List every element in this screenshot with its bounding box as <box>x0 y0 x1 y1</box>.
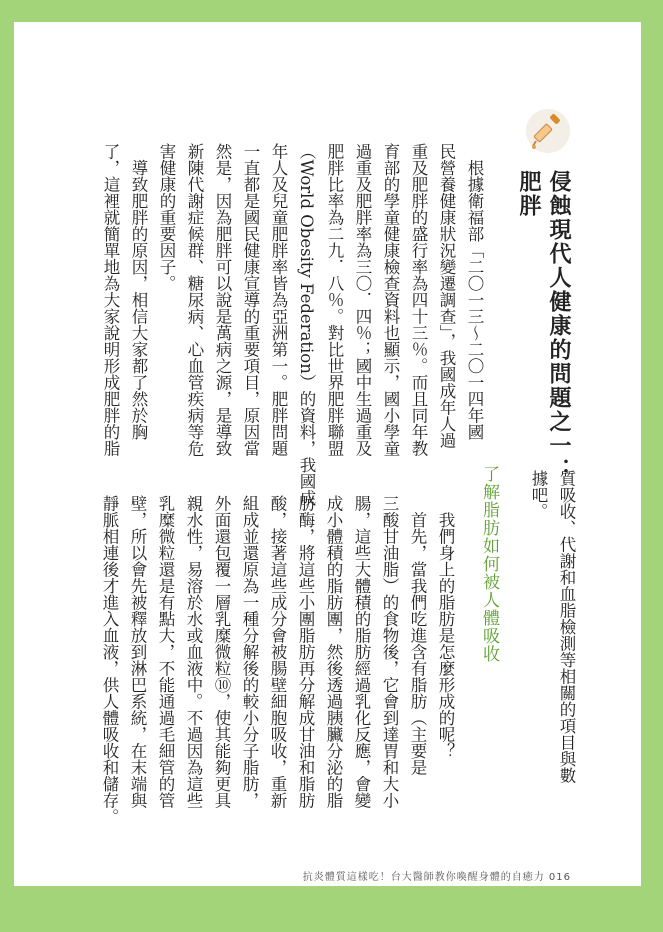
paragraph-line: 害健康的重要因子。 <box>157 143 176 292</box>
paragraph-line: 過重及肥胖率為三〇．四％；國中生過重及 <box>353 143 372 457</box>
paragraph-line: 肪酶，將這些小團脂肪再分解成甘油和脂肪 <box>296 495 315 809</box>
body-text-left-before <box>524 470 580 784</box>
paragraph-line: 育部的學童健康檢查資料也顯示，國小學童 <box>381 143 400 457</box>
paragraph-line: 組成並還原為一種分解後的較小分子脂肪， <box>240 495 259 809</box>
paragraph-line: 據吧。 <box>529 470 548 520</box>
title-line-1: 侵蝕現代人健康的問題之一： <box>546 170 571 482</box>
paragraph-line: （World Obesity Federation）的資料，我國成 <box>297 143 316 506</box>
page-footer: 抗炎體質這樣吃！台大醫師教你喚醒身體的自癒力 016 <box>302 872 571 883</box>
paragraph-line: 然是，因為肥胖可以說是萬病之源，是導致 <box>213 143 232 457</box>
paragraph-line: 成小體積的脂肪團，然後透過胰臟分泌的脂 <box>324 495 343 809</box>
body-text-right <box>96 143 488 506</box>
paragraph-line: 新陳代謝症候群、糖尿病、心血管疾病等危 <box>185 143 204 457</box>
title-line-2: 肥胖 <box>516 170 541 218</box>
paragraph-line: 肥胖比率為二九．八％。對比世界肥胖聯盟 <box>325 143 344 457</box>
paragraph-line: 質吸收、代謝和血脂檢測等相關的項目與數 <box>557 470 576 784</box>
page-title <box>513 170 573 482</box>
paragraph-line: 了，這裡就簡單地為大家說明形成肥胖的脂 <box>101 143 120 457</box>
paragraph-line: 酸，接著這些成分會被腸壁細胞吸收，重新 <box>268 495 287 809</box>
paragraph-line: 靜脈相連後才進入血液，供人體吸收和儲存。 <box>100 495 119 825</box>
paragraph-line: 腸，這些大體積的脂肪經過乳化反應，會變 <box>352 495 371 809</box>
paragraph-line: 年人及兒童肥胖率皆為亞洲第一。肥胖問題 <box>269 143 288 457</box>
bottom-border <box>0 886 663 932</box>
paragraph-line: 親水性，易溶於水或血液中。不過因為這些 <box>184 495 203 809</box>
paragraph-line: 根據衛福部「二〇一三～二〇一四年國 <box>465 143 484 440</box>
paragraph-line: 三酸甘油脂）的食物後，它會到達胃和大小 <box>380 495 399 809</box>
paragraph-line: 重及肥胖的盛行率為四十三％。而且同年教 <box>409 143 428 457</box>
section-heading: 了解脂肪如何被人體吸收 <box>479 465 499 663</box>
paragraph-line: 我們身上的脂肪是怎麼形成的呢？ <box>436 495 455 759</box>
top-border <box>0 0 663 22</box>
paragraph-line: 首先，當我們吃進含有脂肪（主要是 <box>408 495 427 776</box>
paragraph-line: 一直都是國民健康宣導的重要項目，原因當 <box>241 143 260 457</box>
paragraph-line: 民營養健康狀況變遷調查」，我國成年人過 <box>437 143 456 449</box>
paragraph-line: 壁，所以會先被釋放到淋巴系統，在末端與 <box>128 495 147 809</box>
paragraph-line: 乳糜微粒還是有點大，不能通過毛細管的管 <box>156 495 175 809</box>
paragraph-line: 外面還包覆一層乳糜微粒⑩，使其能夠更具 <box>212 495 231 809</box>
right-border <box>641 0 663 932</box>
dropper-icon <box>525 108 571 154</box>
paragraph-line: 導致肥胖的原因，相信大家都了然於胸 <box>129 143 148 440</box>
body-text-left-after <box>95 495 459 825</box>
left-border <box>0 0 14 932</box>
